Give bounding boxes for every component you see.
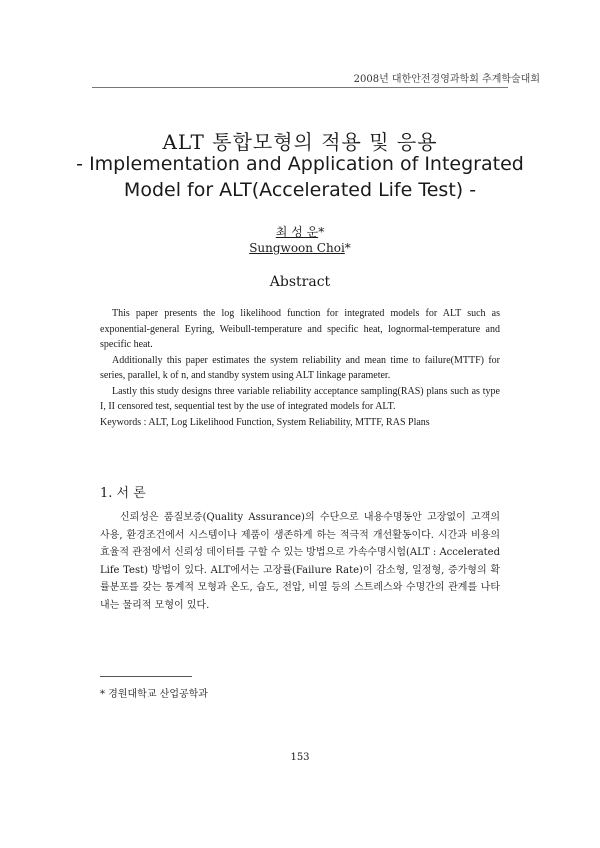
keywords-text: ALT, Log Likelihood Function, System Reliability, MTTF, RAS Plans	[148, 416, 430, 428]
author-english	[0, 241, 600, 255]
section-body: 신뢰성은 품질보증(Quality Assurance)의 수단으로 내용수명동안 고장없이 고객의 사용, 환경조건에서 시스템이나 제품이 생존하게 하는 적극적 개선활동이다. 시간과 비용의 효율적 관점에서 신뢰성 데이터를 구할 수 있는 방법으로 가속수명시험(ALT : Accelerated Life Test) 방법이 있다. ALT에서는 고장률(Failure Rate)이 감소형, 일정형, 증가형의 확률분포를 갖는 통계적 모형과 온도, 습도, 전압, 비열 등의 스트레스와 수명간의 관계를 나타내는 물리적 모형이 있다.	[100, 512, 500, 611]
author-korean-name: 최 성 운	[275, 225, 319, 239]
title-english-line2: Model for ALT(Accelerated Life Test) -	[123, 179, 477, 201]
keywords-label: Keywords	[100, 416, 142, 428]
abstract-body	[100, 306, 500, 430]
author-mark-en: *	[344, 241, 351, 255]
paper-title-english	[0, 151, 600, 203]
page-number: 153	[290, 752, 310, 763]
abstract-paragraph-3: Lastly this study designs three variable reliability acceptance sampling(RAS) plans such as type I, II censored test, sequential test by the use of integrated models for ALT.	[100, 385, 500, 412]
footnote-rule	[100, 676, 192, 677]
footnote: * 경원대학교 산업공학과	[100, 689, 208, 700]
author-mark: *	[318, 225, 325, 239]
header-rule	[92, 87, 508, 88]
author-korean	[0, 223, 600, 240]
abstract-paragraph-2: Additionally this paper estimates the system reliability and mean time to failure(MTTF) for series, parallel, k of n, and standby system using ALT linkage parameter.	[100, 354, 500, 381]
title-english-line1: - Implementation and Application of Integrated	[76, 153, 524, 175]
keywords-line: Keywords : ALT, Log Likelihood Function, System Reliability, MTTF, RAS Plans	[100, 416, 430, 428]
author-english-name: Sungwoon Choi	[249, 241, 345, 255]
paper-title-korean: ALT 통합모형의 적용 및 응용	[162, 130, 438, 154]
section-heading: 1. 서 론	[100, 486, 146, 501]
abstract-paragraph-1: This paper presents the log likelihood function for integrated models for ALT such as exponential-general Eyring, Weibull-temperature and specific heat, lognormal-temperature and specific heat.	[100, 308, 500, 350]
abstract-heading: Abstract	[269, 274, 331, 290]
conference-header: 2008년 대한안전경영과학회 추계학술대회	[353, 74, 540, 85]
